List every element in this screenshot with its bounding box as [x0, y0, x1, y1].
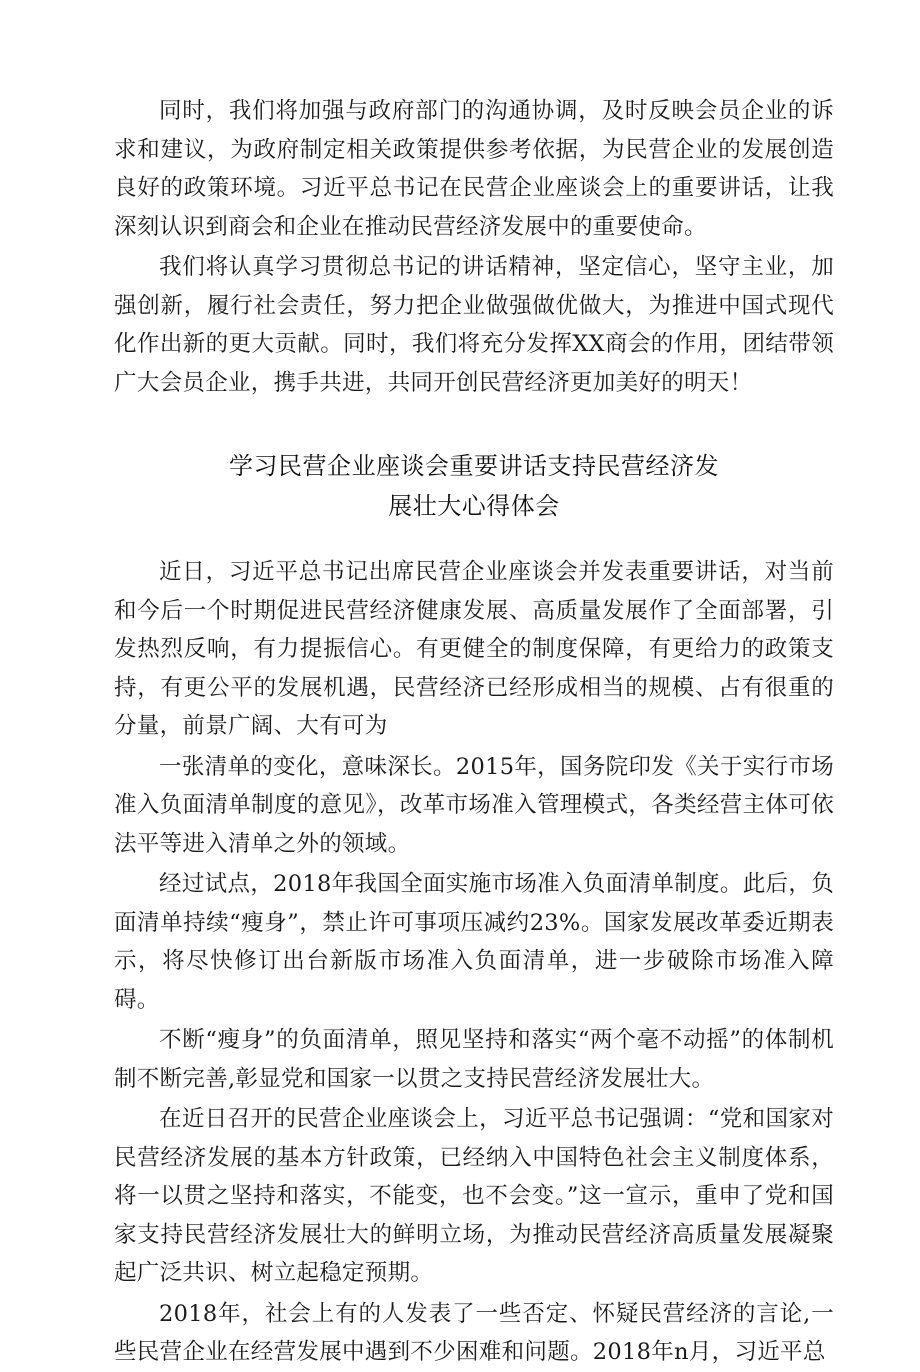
article-title-line: 展壮大心得体会 [388, 492, 560, 520]
paragraph: 我们将认真学习贯彻总书记的讲话精神，坚定信心，坚守主业，加强创新，履行社会责任，努力把企业做强做优做大，为推进中国式现代化作出新的更大贡献。同时，我们将充分发挥XX商会的作用，团结带领广大会员企业，携手共进，共同开创民营经济更加美好的明天！ [114, 254, 834, 396]
paragraph: 近日，习近平总书记出席民营企业座谈会并发表重要讲话，对当前和今后一个时期促进民营经济健康发展、高质量发展作了全面部署，引发热烈反响，有力提振信心。有更健全的制度保障，有更给力的政策支持，有更公平的发展机遇，民营经济已经形成相当的规模、占有很重的分量，前景广阔、大有可为 [114, 559, 834, 739]
paragraph: 经过试点，2018年我国全面实施市场准入负面清单制度。此后，负面清单持续“瘦身”，禁止许可事项压减约23%。国家发展改革委近期表示，将尽快修订出台新版市场准入负面清单，进一步破除市场准入障碍。 [114, 871, 834, 1013]
article-title-line: 学习民营企业座谈会重要讲话支持民营经济发 [229, 452, 719, 480]
article-title [114, 446, 834, 526]
paragraph: 同时，我们将加强与政府部门的沟通协调，及时反映会员企业的诉求和建议，为政府制定相关政策提供参考依据，为民营企业的发展创造良好的政策环境。习近平总书记在民营企业座谈会上的重要讲话，让我深刻认识到商会和企业在推动民营经济发展中的重要使命。 [114, 98, 834, 240]
paragraph: 不断“瘦身”的负面清单，照见坚持和落实“两个毫不动摇”的体制机制不断完善,彰显党和国家一以贯之支持民营经济发展壮大。 [114, 1027, 834, 1092]
document-page [114, 92, 834, 1372]
paragraph: 一张清单的变化，意味深长。2015年，国务院印发《关于实行市场准入负面清单制度的意见》，改革市场准入管理模式，各类经营主体可依法平等进入清单之外的领域。 [114, 753, 834, 857]
paragraph: 在近日召开的民营企业座谈会上，习近平总书记强调：“党和国家对民营经济发展的基本方针政策，已经纳入中国特色社会主义制度体系，将一以贯之坚持和落实，不能变，也不会变。”这一宣示，重申了党和国家支持民营经济发展壮大的鲜明立场，为推动民营经济高质量发展凝聚起广泛共识、树立起稳定预期。 [114, 1106, 834, 1286]
paragraph: 2018年，社会上有的人发表了一些否定、怀疑民营经济的言论,一些民营企业在经营发展中遇到不少困难和问题。2018年n月，习近平总 [114, 1300, 834, 1365]
